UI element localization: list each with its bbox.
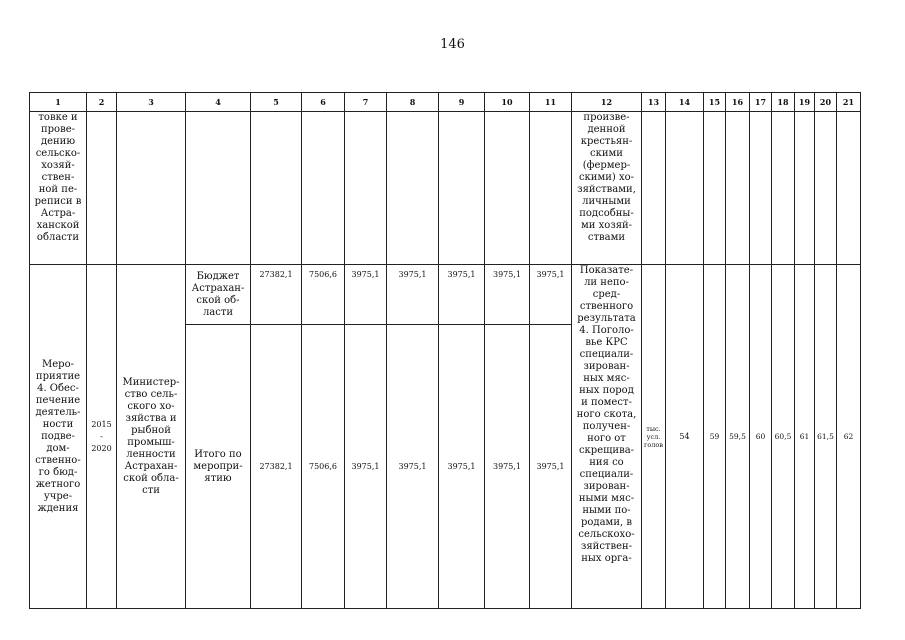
col-number: 12 — [572, 93, 642, 112]
funding-value: 3975,1 — [439, 265, 485, 325]
funding-value: 3975,1 — [485, 325, 530, 609]
empty-cell — [837, 112, 861, 265]
col-number: 10 — [485, 93, 530, 112]
empty-cell — [772, 112, 795, 265]
funding-value: 7506,6 — [302, 325, 345, 609]
funding-source: Итого по меропри- ятию — [186, 325, 251, 609]
empty-cell — [666, 112, 704, 265]
col-number: 14 — [666, 93, 704, 112]
col-number: 9 — [439, 93, 485, 112]
col-number: 5 — [251, 93, 302, 112]
continuation-row — [30, 112, 861, 265]
target-value: 60 — [750, 265, 772, 609]
target-value: 61 — [795, 265, 815, 609]
empty-cell — [704, 112, 726, 265]
funding-value: 3975,1 — [345, 265, 387, 325]
col-number: 6 — [302, 93, 345, 112]
event-name: Меро- приятие 4. Обес- печение деятель- ности подве- дом- ственно- го бюд- жетного учре- ждения — [30, 265, 87, 609]
empty-cell — [530, 112, 572, 265]
funding-row-budget — [30, 265, 861, 325]
funding-value: 3975,1 — [439, 325, 485, 609]
empty-cell — [726, 112, 750, 265]
funding-value: 3975,1 — [485, 265, 530, 325]
col-number: 21 — [837, 93, 861, 112]
empty-cell — [795, 112, 815, 265]
funding-value: 27382,1 — [251, 265, 302, 325]
empty-cell — [87, 112, 117, 265]
target-value: 60,5 — [772, 265, 795, 609]
unit-of-measure: тыс. усл. голов — [642, 265, 666, 609]
program-table — [29, 92, 861, 609]
header-row — [30, 93, 861, 112]
event-executor: Министер- ство сель- ского хо- зяйства и рыбной промыш- ленности Астрахан- ской обла- сти — [117, 265, 186, 609]
empty-cell — [186, 112, 251, 265]
empty-cell — [439, 112, 485, 265]
col-number: 19 — [795, 93, 815, 112]
empty-cell — [251, 112, 302, 265]
col-number: 15 — [704, 93, 726, 112]
col-number: 18 — [772, 93, 795, 112]
col-number: 8 — [387, 93, 439, 112]
funding-value: 3975,1 — [530, 265, 572, 325]
result-indicator: Показате- ли непо- сред- ственного результата 4. Поголо- вье КРС специали- зирован- ных мяс- ных пород и помест- ного скота, получен- ного от скрещива- ния со специали- зирован- ными мяс- ными по- родами, в сельскохо- зяйствен- ных орга- — [572, 265, 642, 609]
col-number: 7 — [345, 93, 387, 112]
empty-cell — [117, 112, 186, 265]
funding-value: 3975,1 — [530, 325, 572, 609]
target-value: 61,5 — [815, 265, 837, 609]
empty-cell — [485, 112, 530, 265]
funding-value: 3975,1 — [387, 265, 439, 325]
funding-value: 27382,1 — [251, 325, 302, 609]
page-number: 146 — [440, 37, 465, 52]
empty-cell — [345, 112, 387, 265]
event-name-continued: товке и прове- дению сельско- хозяй- ствен- ной пе- реписи в Астра- ханской области — [30, 112, 87, 265]
target-value: 59,5 — [726, 265, 750, 609]
col-number: 3 — [117, 93, 186, 112]
col-number: 17 — [750, 93, 772, 112]
funding-source: Бюджет Астрахан- ской об- ласти — [186, 265, 251, 325]
col-number: 20 — [815, 93, 837, 112]
target-value: 59 — [704, 265, 726, 609]
col-number: 11 — [530, 93, 572, 112]
empty-cell — [387, 112, 439, 265]
col-number: 13 — [642, 93, 666, 112]
empty-cell — [815, 112, 837, 265]
indicator-continued: произве- денной крестьян- скими (фермер- скими) хо- зяйствами, личными подсобны- ми хозяй- ствами — [572, 112, 642, 265]
funding-value: 3975,1 — [387, 325, 439, 609]
col-number: 1 — [30, 93, 87, 112]
funding-value: 3975,1 — [345, 325, 387, 609]
event-period: 2015 - 2020 — [87, 265, 117, 609]
empty-cell — [642, 112, 666, 265]
col-number: 16 — [726, 93, 750, 112]
empty-cell — [302, 112, 345, 265]
target-value: 62 — [837, 265, 861, 609]
col-number: 4 — [186, 93, 251, 112]
col-number: 2 — [87, 93, 117, 112]
funding-value: 7506,6 — [302, 265, 345, 325]
target-value: 54 — [666, 265, 704, 609]
empty-cell — [750, 112, 772, 265]
